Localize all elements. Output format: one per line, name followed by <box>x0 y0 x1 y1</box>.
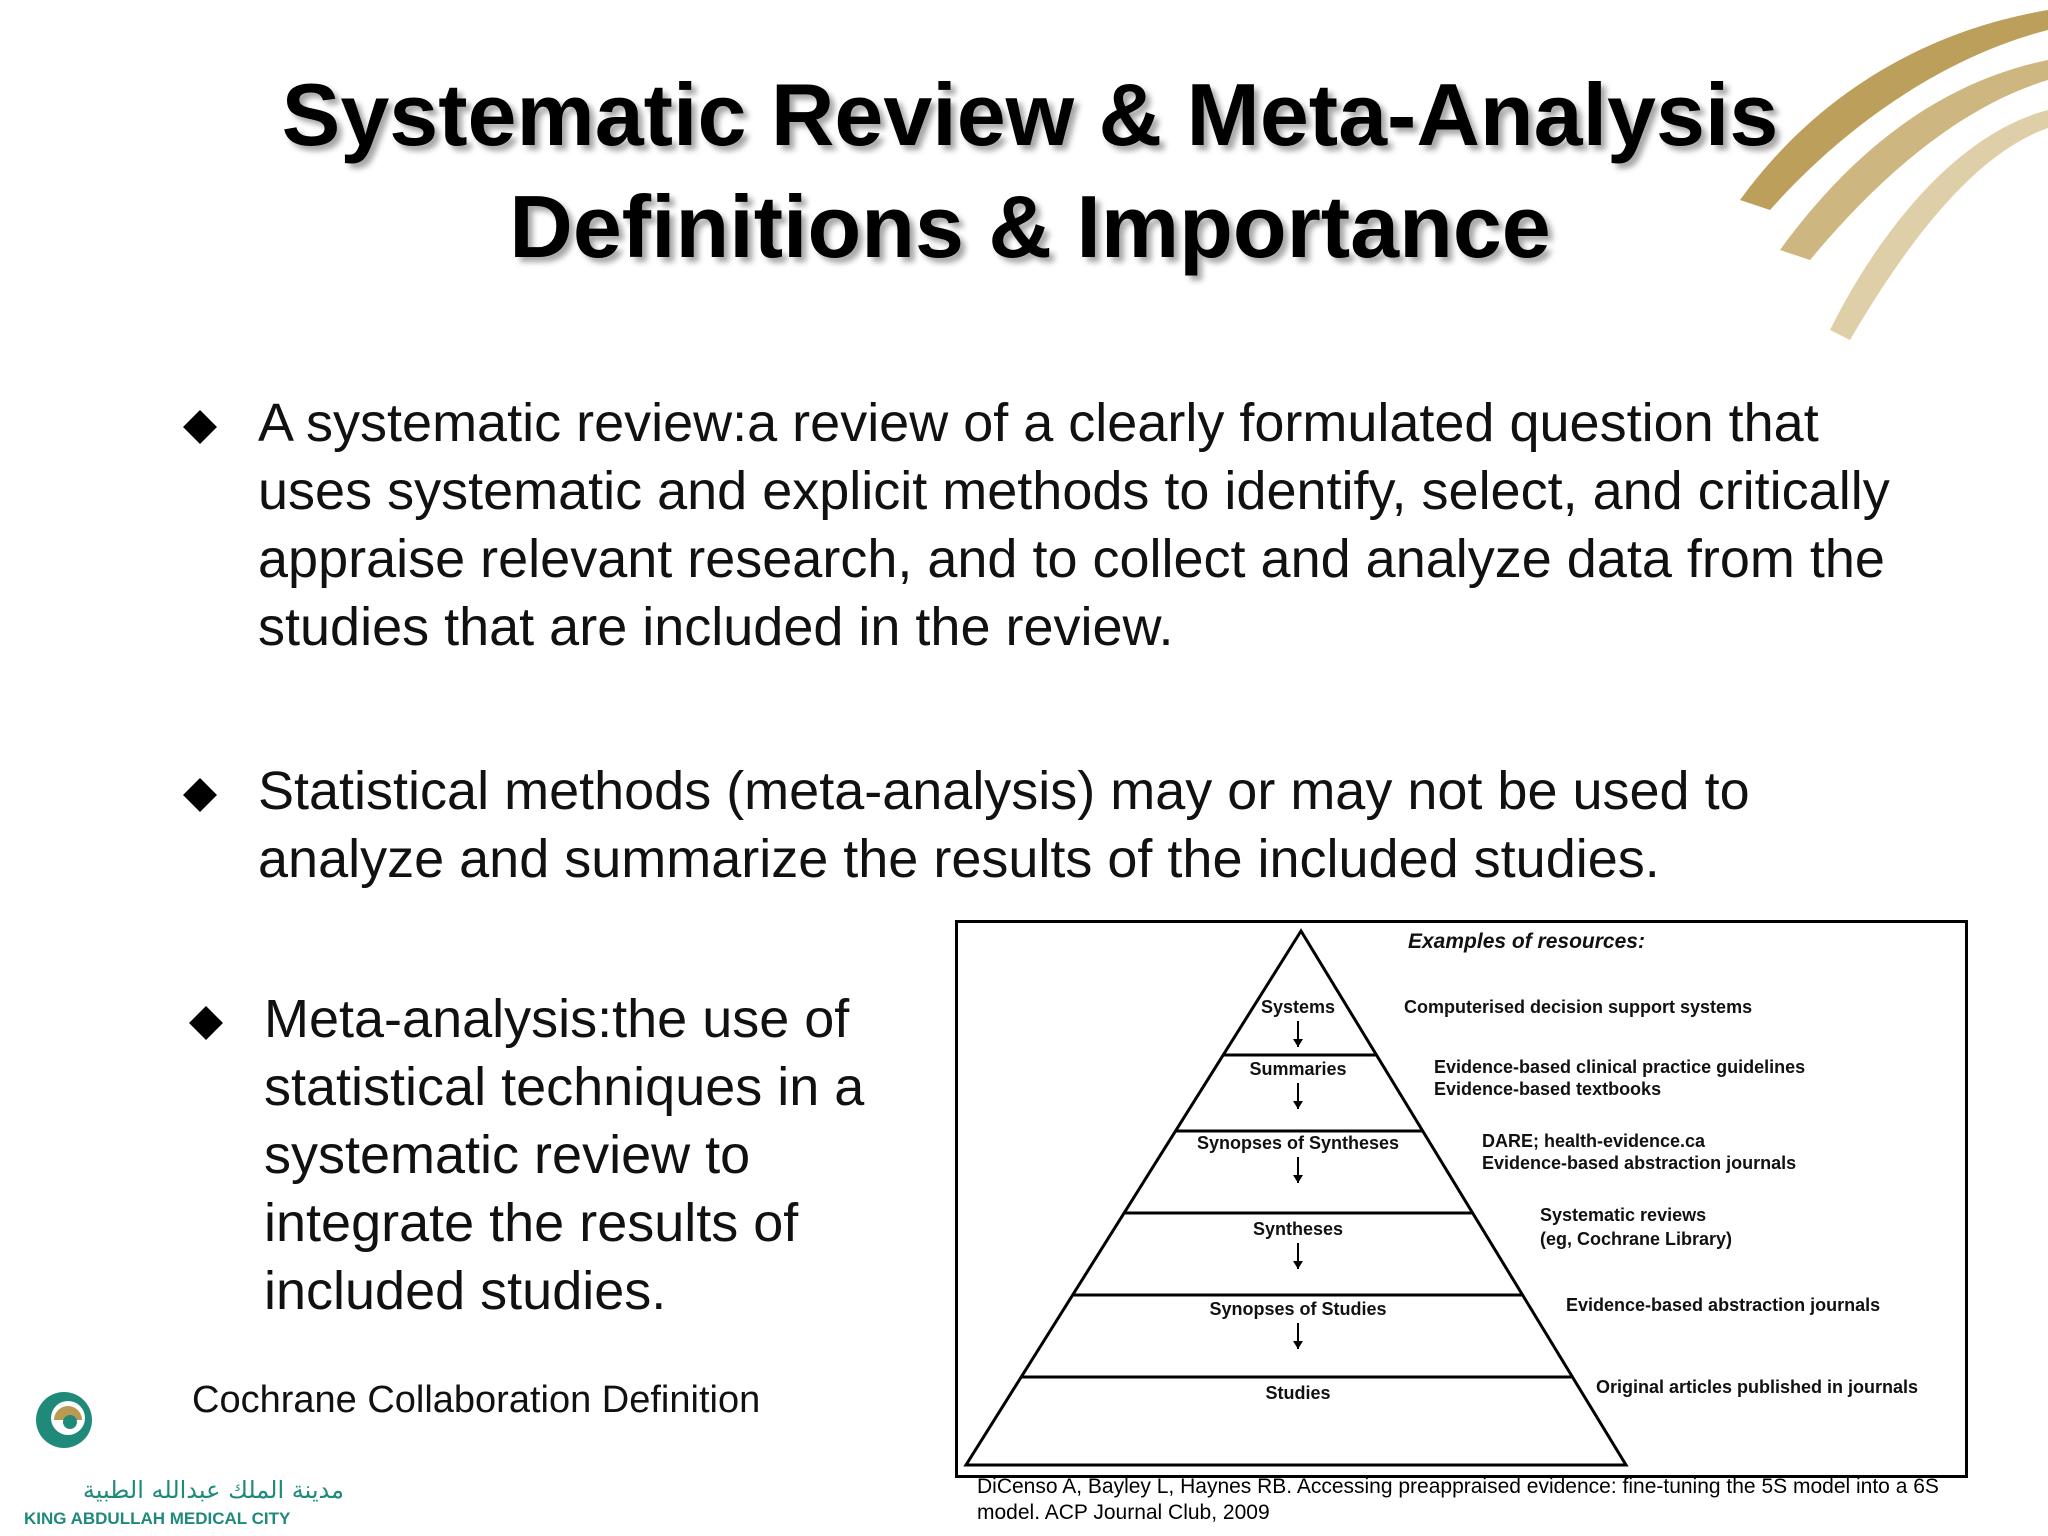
arrowhead-icon <box>1293 1261 1303 1269</box>
logo-english-name: KING ABDULLAH MEDICAL CITY <box>24 1509 291 1528</box>
pyramid-level-label-4: Syntheses <box>1252 1219 1344 1239</box>
bullet-statistical-methods <box>258 757 1918 893</box>
arrowhead-icon <box>1293 1341 1303 1349</box>
pyramid-example-text: Evidence-based clinical practice guidelines <box>1434 1057 1806 1077</box>
examples-header: Examples of resources: <box>1408 930 1645 953</box>
pyramid-example-text: Original articles published in journals <box>1596 1377 1919 1397</box>
slide-title-line-1: Systematic Review & Meta-Analysis <box>281 65 1779 164</box>
pyramid-example-text: DARE; health-evidence.ca <box>1482 1131 1706 1151</box>
pyramid-level-label-2: Summaries <box>1249 1059 1347 1079</box>
pyramid-diagram <box>958 923 1965 1475</box>
pyramid-example-text: Systematic reviews <box>1540 1205 1707 1225</box>
evidence-pyramid-figure <box>955 920 1968 1478</box>
bullet-systematic-review <box>258 389 1918 661</box>
diamond-bullet-icon <box>183 410 217 444</box>
diamond-bullet-icon <box>183 778 217 812</box>
pyramid-level-label-3: Synopses of Syntheses <box>1196 1133 1400 1153</box>
arrowhead-icon <box>1293 1101 1303 1109</box>
pyramid-example-text: (eg, Cochrane Library) <box>1540 1229 1733 1249</box>
arrowhead-icon <box>1293 1039 1303 1047</box>
pyramid-level-label-1: Systems <box>1260 997 1336 1017</box>
pyramid-example-text: Evidence-based textbooks <box>1434 1079 1662 1099</box>
source-note: Cochrane Collaboration Definition <box>192 1379 761 1421</box>
pyramid-level-label-5: Synopses of Studies <box>1209 1299 1387 1319</box>
bullet-text: A systematic review:a review of a clearly formulated question that uses systematic and explicit methods to identify, select, and critically appraise relevant research, and to collect and analyze data from the studies that are included in the review. <box>258 393 1890 657</box>
pyramid-example-text: Computerised decision support systems <box>1404 997 1753 1017</box>
pyramid-example-text: Evidence-based abstraction journals <box>1482 1153 1797 1173</box>
diamond-bullet-icon <box>189 1006 223 1040</box>
slide-title-line-2: Definitions & Importance <box>509 177 1551 276</box>
arrowhead-icon <box>1293 1175 1303 1183</box>
bullet-meta-analysis <box>264 985 944 1325</box>
pyramid-level-label-6: Studies <box>1265 1383 1331 1403</box>
pyramid-example-text: Evidence-based abstraction journals <box>1566 1295 1881 1315</box>
bullet-text: Statistical methods (meta-analysis) may or may not be used to analyze and summarize the results of the included studies. <box>258 761 1750 889</box>
figure-citation: DiCenso A, Bayley L, Haynes RB. Accessing preappraised evidence: fine-tuning the 5S model into a 6S model. ACP Journal Club, 2009 <box>977 1475 1939 1524</box>
logo-arabic-name: مدينة الملك عبدالله الطبية <box>82 1476 344 1504</box>
kamc-logo <box>24 1390 354 1530</box>
bullet-text: Meta-analysis:the use of statistical techniques in a systematic review to integrate the results of included studies. <box>264 989 865 1321</box>
